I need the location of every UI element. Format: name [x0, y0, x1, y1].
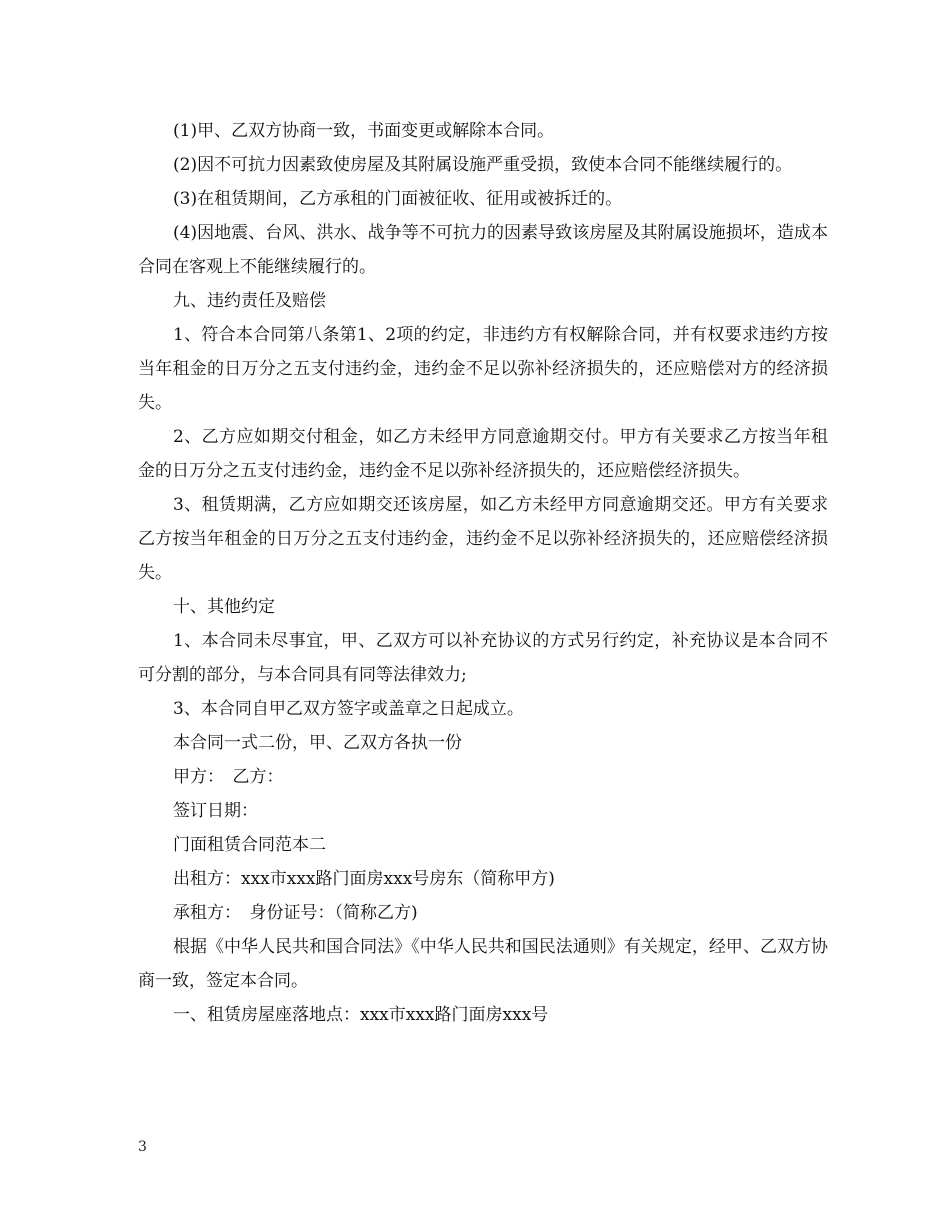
lessee-line: 承租方： 身份证号：（简称乙方): [173, 903, 418, 923]
clause-termination-3: (3)在租赁期间，乙方承租的门面被征收、征用或被拆迁的。: [173, 189, 623, 209]
signing-date: 签订日期：: [173, 801, 258, 821]
section-heading-breach: 九、违约责任及赔偿: [173, 291, 326, 311]
premises-location: 一、租赁房屋座落地点：xxx市xxx路门面房xxx号: [173, 1005, 549, 1025]
clause-termination-4: (4)因地震、台风、洪水、战争等不可抗力的因素导致该房屋及其附属设施损坏，造成本合同在客观上不能继续履行的。: [138, 223, 828, 277]
clause-termination-2: (2)因不可抗力因素致使房屋及其附属设施严重受损，致使本合同不能继续履行的。: [173, 155, 793, 175]
signature-parties: 甲方： 乙方：: [173, 767, 284, 787]
clause-termination-1: (1)甲、乙双方协商一致，书面变更或解除本合同。: [173, 121, 555, 141]
clause-breach-1: 1、符合本合同第八条第1、2项的约定，非违约方有权解除合同，并有权要求违约方按当年租金的日万分之五支付违约金，违约金不足以弥补经济损失的，还应赔偿对方的经济损失。: [138, 325, 828, 413]
clause-breach-2: 2、乙方应如期交付租金，如乙方未经甲方同意逾期交付。甲方有关要求乙方按当年租金的日万分之五支付违约金，违约金不足以弥补经济损失的，还应赔偿经济损失。: [138, 427, 828, 481]
lessor-line: 出租方：xxx市xxx路门面房xxx号房东（简称甲方): [173, 869, 555, 889]
section-heading-other: 十、其他约定: [173, 597, 275, 617]
clause-breach-3: 3、租赁期满，乙方应如期交还该房屋，如乙方未经甲方同意逾期交还。甲方有关要求乙方按当年租金的日万分之五支付违约金，违约金不足以弥补经济损失的，还应赔偿经济损失。: [138, 495, 828, 583]
page-number: 3: [138, 1139, 147, 1155]
clause-other-1: 1、本合同未尽事宜，甲、乙双方可以补充协议的方式另行约定，补充协议是本合同不可分割的部分，与本合同具有同等法律效力;: [138, 631, 828, 685]
legal-basis-paragraph: 根据《中华人民共和国合同法》《中华人民共和国民法通则》有关规定，经甲、乙双方协商一致，签定本合同。: [138, 937, 828, 991]
clause-other-3: 3、本合同自甲乙双方签字或盖章之日起成立。: [173, 699, 524, 719]
copies-statement: 本合同一式二份，甲、乙双方各执一份: [173, 733, 462, 753]
document-body: [138, 114, 828, 1032]
template-two-title: 门面租赁合同范本二: [173, 835, 326, 855]
